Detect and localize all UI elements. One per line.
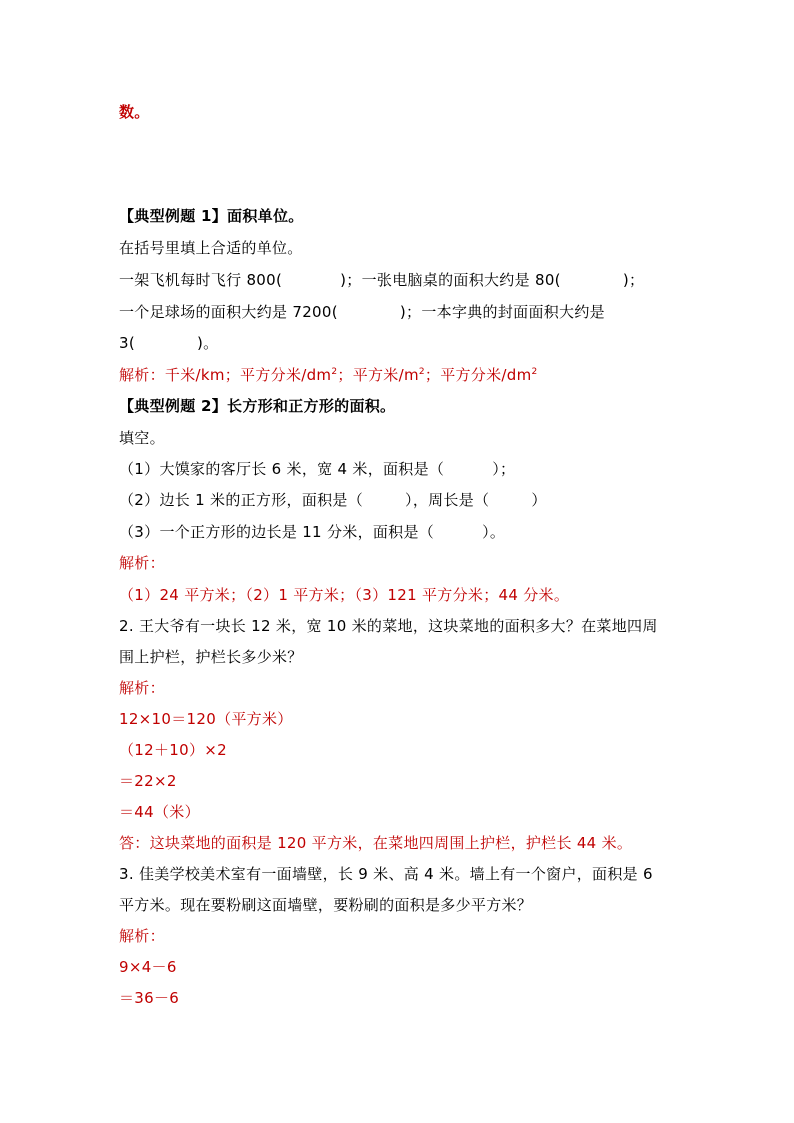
example2-analysis-label: 解析： bbox=[119, 554, 165, 572]
problem3-calc1: 9×4－6 bbox=[119, 958, 177, 976]
text-segment: )； bbox=[622, 271, 645, 289]
problem2-calc3: ＝22×2 bbox=[119, 772, 177, 790]
problem2-calc2: （12＋10）×2 bbox=[119, 741, 227, 759]
top-fragment: 数。 bbox=[119, 103, 150, 121]
problem3-line1: 3. 佳美学校美术室有一面墙壁，长 9 米、高 4 米。墙上有一个窗户，面积是 6 bbox=[119, 865, 653, 883]
problem2-calc1: 12×10＝120（平方米） bbox=[119, 710, 293, 728]
example1-line3 bbox=[119, 333, 218, 353]
example2-heading: 【典型例题 2】长方形和正方形的面积。 bbox=[119, 397, 396, 415]
text-segment: （2）边长 1 米的正方形，面积是（ bbox=[119, 491, 364, 509]
text-segment: 3( bbox=[119, 334, 135, 352]
text-segment: ）。 bbox=[482, 523, 506, 541]
superscript: 2 bbox=[331, 367, 338, 377]
problem2-analysis-label: 解析： bbox=[119, 679, 165, 697]
example1-instruction: 在括号里填上合适的单位。 bbox=[119, 239, 303, 257]
text-segment: 一个足球场的面积大约是 7200( bbox=[119, 303, 338, 321]
problem3-analysis-label: 解析： bbox=[119, 927, 165, 945]
problem2-line1: 2. 王大爷有一块长 12 米，宽 10 米的菜地，这块菜地的面积多大？在菜地四周 bbox=[119, 617, 658, 635]
answer-text: ；平方分米/dm bbox=[424, 366, 532, 384]
text-segment: ） bbox=[531, 491, 547, 509]
example2-q1 bbox=[119, 459, 515, 479]
example1-analysis bbox=[119, 365, 538, 385]
example2-q3 bbox=[119, 522, 505, 542]
text-segment: ）； bbox=[492, 460, 516, 478]
answer-text: 千米/km；平方分米/dm bbox=[164, 366, 332, 384]
answer-text: ；平方米/m bbox=[337, 366, 419, 384]
text-segment: ），周长是（ bbox=[405, 491, 490, 509]
example1-line2 bbox=[119, 302, 605, 322]
text-segment: （3）一个正方形的边长是 11 分米，面积是（ bbox=[119, 523, 435, 541]
text-segment: （1）大馍家的客厅长 6 米，宽 4 米，面积是（ bbox=[119, 460, 445, 478]
text-segment: )；一本字典的封面面积大约是 bbox=[399, 303, 605, 321]
example2-instruction: 填空。 bbox=[119, 429, 165, 447]
problem2-calc4: ＝44（米） bbox=[119, 803, 200, 821]
analysis-label: 解析： bbox=[119, 366, 165, 384]
problem2-line2: 围上护栏，护栏长多少米？ bbox=[119, 648, 303, 666]
text-segment: 一架飞机每时飞行 800( bbox=[119, 271, 283, 289]
superscript: 2 bbox=[531, 367, 538, 377]
example1-line1 bbox=[119, 270, 644, 290]
superscript: 2 bbox=[418, 367, 425, 377]
example1-heading: 【典型例题 1】面积单位。 bbox=[119, 207, 304, 225]
problem2-answer: 答：这块菜地的面积是 120 平方米，在菜地四周围上护栏，护栏长 44 米。 bbox=[119, 834, 633, 852]
text-segment: )；一张电脑桌的面积大约是 80( bbox=[340, 271, 561, 289]
problem3-line2: 平方米。现在要粉刷这面墙壁，要粉刷的面积是多少平方米？ bbox=[119, 896, 533, 914]
example2-answer: （1）24 平方米；（2）1 平方米；（3）121 平方分米；44 分米。 bbox=[119, 586, 570, 604]
example2-q2 bbox=[119, 490, 547, 510]
problem3-calc2: ＝36－6 bbox=[119, 989, 180, 1007]
text-segment: )。 bbox=[197, 334, 219, 352]
